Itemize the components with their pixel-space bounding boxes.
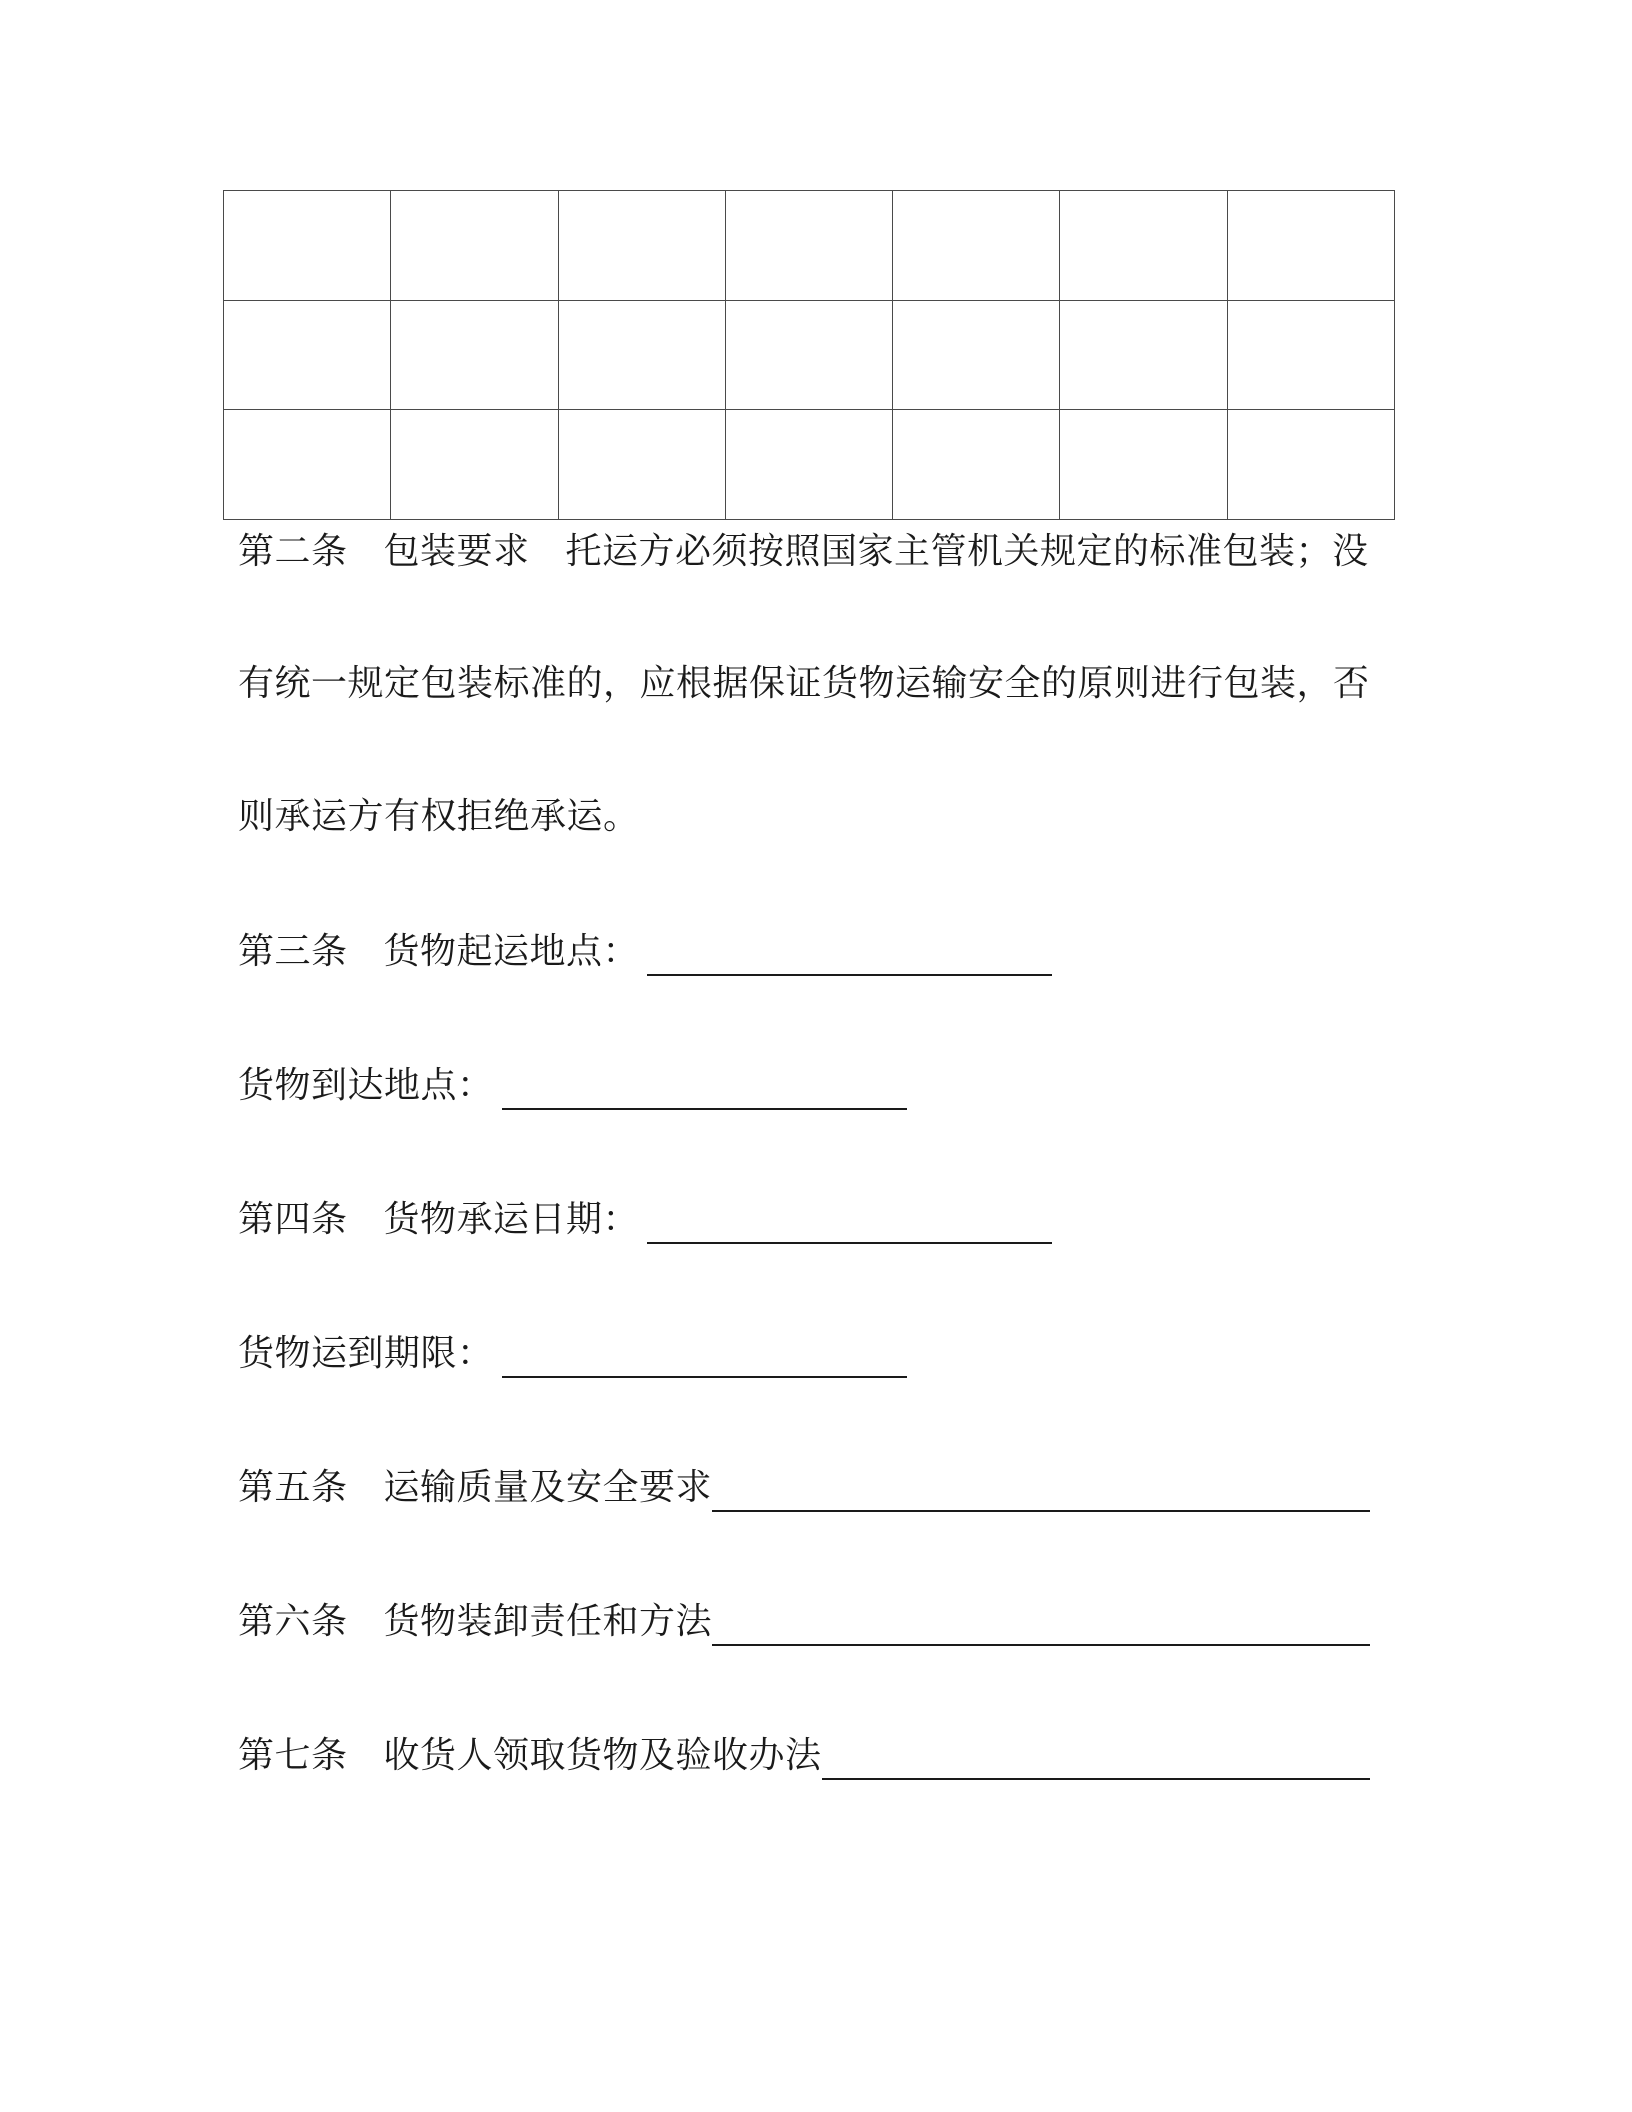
- shipping-date-label: 货物承运日期：: [383, 1199, 640, 1240]
- delivery-deadline-label: 货物运到期限：: [238, 1333, 494, 1374]
- table-cell: [558, 191, 725, 301]
- table-cell: [893, 410, 1060, 520]
- article2-text-line2: 有统一规定包装标准的，应根据保证货物运输安全的原则进行包装，否: [238, 663, 1370, 704]
- article2-title: 包装要求: [383, 531, 530, 572]
- table-cell: [224, 410, 391, 520]
- article3-heading: 第三条: [238, 931, 348, 972]
- table-cell: [1227, 410, 1394, 520]
- article2-text-line3: 则承运方有权拒绝承运。: [238, 796, 640, 837]
- article4-line1: [238, 1196, 1052, 1244]
- receipt-inspection-blank-field[interactable]: [822, 1738, 1370, 1780]
- article4-heading: 第四条: [238, 1199, 348, 1240]
- article7-heading: 第七条: [238, 1735, 348, 1776]
- quality-safety-label: 运输质量及安全要求: [383, 1467, 713, 1508]
- article2-line2: [238, 660, 1370, 708]
- table-cell: [391, 300, 558, 410]
- receipt-inspection-label: 收货人领取货物及验收办法: [383, 1735, 822, 1776]
- blank-grid-table: [223, 190, 1395, 520]
- table-cell: [224, 191, 391, 301]
- table-cell: [1060, 191, 1227, 301]
- table-row: [224, 300, 1395, 410]
- table-cell: [558, 410, 725, 520]
- table-cell: [1060, 410, 1227, 520]
- article3-line2: [238, 1062, 907, 1110]
- grid-table-body: [224, 191, 1395, 520]
- table-cell: [1227, 300, 1394, 410]
- table-cell: [893, 300, 1060, 410]
- table-cell: [1227, 191, 1394, 301]
- table-cell: [391, 191, 558, 301]
- loading-responsibility-blank-field[interactable]: [712, 1604, 1370, 1646]
- table-cell: [391, 410, 558, 520]
- article7-line: [238, 1732, 1370, 1780]
- article3-line1: [238, 928, 1052, 976]
- delivery-deadline-blank-field[interactable]: [502, 1336, 907, 1378]
- quality-safety-blank-field[interactable]: [712, 1470, 1370, 1512]
- article6-heading: 第六条: [238, 1601, 348, 1642]
- article2-heading: 第二条: [238, 531, 348, 572]
- shipping-date-blank-field[interactable]: [647, 1202, 1052, 1244]
- article2-line3: [238, 793, 640, 841]
- destination-label: 货物到达地点：: [238, 1065, 494, 1106]
- table-cell: [1060, 300, 1227, 410]
- origin-blank-field[interactable]: [647, 934, 1052, 976]
- loading-responsibility-label: 货物装卸责任和方法: [383, 1601, 713, 1642]
- table-cell: [725, 410, 892, 520]
- table-cell: [725, 300, 892, 410]
- table-cell: [558, 300, 725, 410]
- article2-text-line1: 托运方必须按照国家主管机关规定的标准包装；没: [565, 531, 1369, 572]
- article6-line: [238, 1598, 1370, 1646]
- article5-heading: 第五条: [238, 1467, 348, 1508]
- table-cell: [893, 191, 1060, 301]
- table-cell: [725, 191, 892, 301]
- article2-line1: [238, 528, 1369, 576]
- origin-label: 货物起运地点：: [383, 931, 640, 972]
- table-row: [224, 191, 1395, 301]
- table-row: [224, 410, 1395, 520]
- destination-blank-field[interactable]: [502, 1068, 907, 1110]
- table-cell: [224, 300, 391, 410]
- article4-line2: [238, 1330, 907, 1378]
- article5-line: [238, 1464, 1370, 1512]
